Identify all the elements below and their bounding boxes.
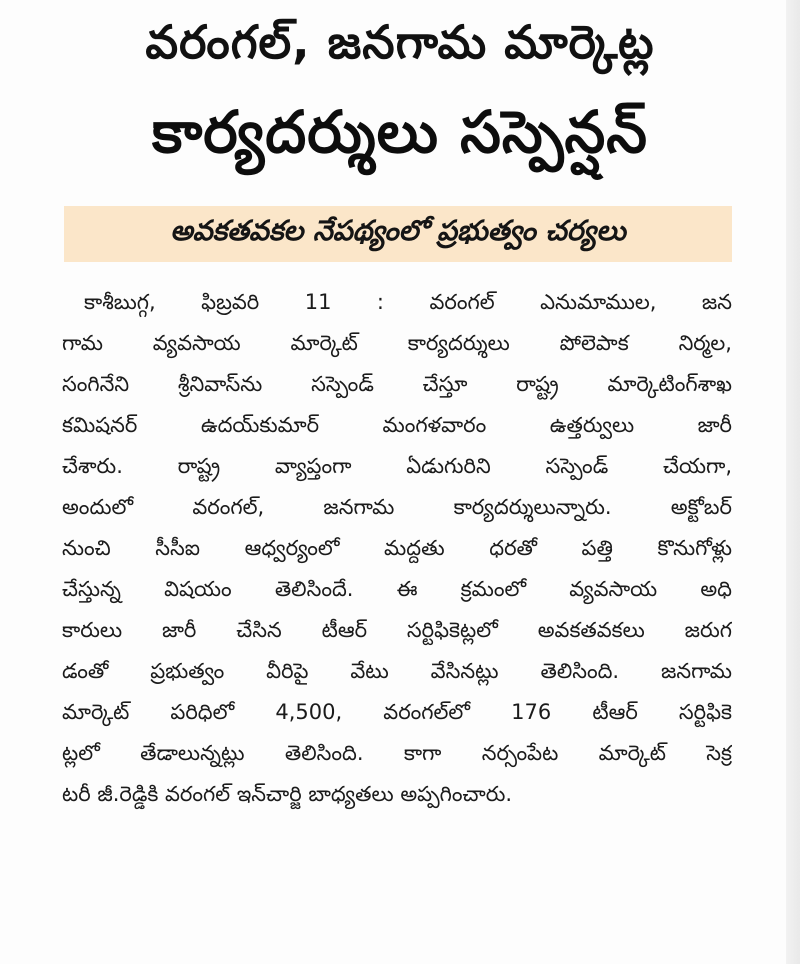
body-line: సంగినేని శ్రీనివాస్‌ను సస్పెండ్‌ చేస్తూ రాష్ట్ర మార్కెటింగ్‌శాఖ <box>62 372 732 396</box>
subheadline: అవకతవకల నేపథ్యంలో ప్రభుత్వం చర్యలు <box>170 214 626 247</box>
body-line: నుంచి సీసీఐ ఆధ్వర్యంలో మద్దతు ధరతో పత్తి కొనుగోళ్లు <box>62 536 732 560</box>
subheadline-band <box>64 206 732 262</box>
body-line: మార్కెట్‌ పరిధిలో 4,500, వరంగల్‌లో 176 టీఆర్‌ సర్టిఫికె <box>62 700 732 724</box>
headline-line-2: కార్యదర్శులు సస్పెన్షన్‌ <box>152 98 648 166</box>
body-line: టరీ జీ.రెడ్డికి వరంగల్‌ ఇన్‌చార్జి బాధ్యతలు అప్పగించారు. <box>62 782 513 806</box>
body-line: చేశారు. రాష్ట్ర వ్యాప్తంగా ఏడుగురిని సస్పెండ్‌ చేయగా, <box>62 454 732 478</box>
body-line: చేస్తున్న విషయం తెలిసిందే. ఈ క్రమంలో వ్యవసాయ అధి <box>62 577 732 601</box>
body-line: కారులు జారీ చేసిన టీఆర్‌ సర్టిఫికెట్లలో అవకతవకలు జరుగ <box>62 618 732 642</box>
body-line: అందులో వరంగల్‌, జనగామ కార్యదర్శులున్నారు. అక్టోబర్‌ <box>62 495 732 519</box>
body-line: కమిషనర్‌ ఉదయ్‌కుమార్‌ మంగళవారం ఉత్తర్వులు జారీ <box>62 413 732 437</box>
body-line: ట్లలో తేడాలున్నట్లు తెలిసింది. కాగా నర్సంపేట మార్కెట్‌ సెక్ర <box>62 741 732 765</box>
article-body <box>62 282 732 815</box>
body-line: గామ వ్యవసాయ మార్కెట్‌ కార్యదర్శులు పోలెపాక నిర్మల, <box>62 331 732 355</box>
page-edge-shadow <box>786 0 800 964</box>
headline-line-1: వరంగల్‌, జనగామ మార్కెట్ల <box>145 15 655 69</box>
body-line: డంతో ప్రభుత్వం వీరిపై వేటు వేసినట్లు తెలిసింది. జనగామ <box>62 659 732 683</box>
body-line: కాశీబుగ్గ, ఫిబ్రవరి 11 : వరంగల్‌ ఎనుమాముల, జన <box>84 290 732 314</box>
